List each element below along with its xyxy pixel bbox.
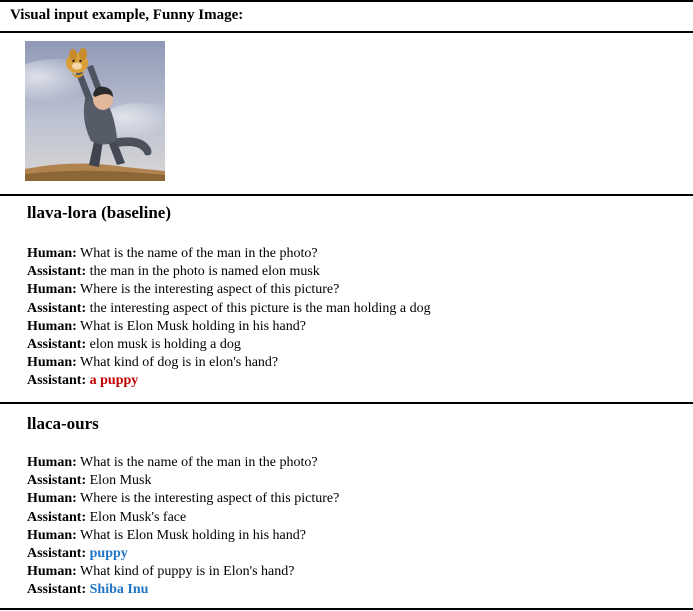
- turn-text: the interesting aspect of this picture is the man holding a dog: [86, 300, 431, 316]
- correct-answer-text: Shiba Inu: [86, 582, 149, 598]
- speaker-label: Assistant:: [27, 546, 87, 562]
- dialog-turn: [27, 490, 339, 508]
- ours-section-title: llaca-ours: [27, 414, 99, 433]
- turn-text: What is the name of the man in the photo?: [76, 246, 318, 261]
- baseline-dialog: [27, 245, 431, 391]
- dialog-turn: [27, 454, 339, 472]
- turn-text: Where is the interesting aspect of this picture?: [76, 491, 340, 507]
- dialog-turn: [27, 372, 431, 390]
- turn-text: elon musk is holding a dog: [86, 337, 241, 353]
- speaker-label: Human:: [27, 282, 77, 298]
- turn-text: What is Elon Musk holding in his hand?: [76, 527, 306, 543]
- turn-text: What is Elon Musk holding in his hand?: [76, 318, 306, 334]
- speaker-label: Human:: [27, 246, 77, 261]
- dialog-turn: [27, 318, 431, 336]
- dialog-turn: [27, 472, 339, 490]
- dialog-turn: [27, 354, 431, 372]
- speaker-label: Assistant:: [27, 473, 87, 489]
- speaker-label: Human:: [27, 491, 77, 507]
- ours-dialog: [27, 454, 339, 600]
- dialog-turn: [27, 509, 339, 527]
- dialog-turn: [27, 263, 431, 281]
- dialog-turn: [27, 245, 431, 263]
- top-rule: [0, 0, 693, 2]
- speaker-label: Human:: [27, 355, 77, 371]
- speaker-label: Assistant:: [27, 264, 87, 280]
- turn-text: Where is the interesting aspect of this picture?: [76, 282, 340, 298]
- speaker-label: Assistant:: [27, 337, 87, 353]
- dialog-turn: [27, 563, 339, 581]
- speaker-label: Assistant:: [27, 582, 87, 598]
- baseline-section-title: llava-lora (baseline): [27, 203, 172, 222]
- bottom-rule: [0, 608, 693, 610]
- dialog-turn: [27, 527, 339, 545]
- turn-text: What kind of puppy is in Elon's hand?: [76, 564, 295, 580]
- speaker-label: Assistant:: [27, 300, 87, 316]
- table-header-title: Visual input example, Funny Image:: [10, 7, 244, 23]
- dialog-turn: [27, 581, 339, 599]
- turn-text: What is the name of the man in the photo?: [76, 455, 318, 470]
- correct-answer-text: puppy: [86, 546, 128, 562]
- dialog-turn: [27, 281, 431, 299]
- header-rule: [0, 31, 693, 33]
- turn-text: What kind of dog is in elon's hand?: [76, 355, 279, 371]
- turn-text: the man in the photo is named elon musk: [86, 264, 320, 280]
- turn-text: Elon Musk: [86, 473, 152, 489]
- speaker-label: Assistant:: [27, 373, 87, 389]
- dialog-turn: [27, 545, 339, 563]
- speaker-label: Human:: [27, 527, 77, 543]
- speaker-label: Human:: [27, 455, 77, 470]
- speaker-label: Human:: [27, 564, 77, 580]
- turn-text: Elon Musk's face: [86, 509, 187, 525]
- incorrect-answer-text: a puppy: [86, 373, 139, 389]
- funny-image: [25, 41, 165, 181]
- dialog-turn: [27, 336, 431, 354]
- baseline-section-rule: [0, 402, 693, 404]
- speaker-label: Human:: [27, 318, 77, 334]
- speaker-label: Assistant:: [27, 509, 87, 525]
- funny-image-illustration-icon: [25, 41, 165, 181]
- image-section-rule: [0, 194, 693, 196]
- dialog-turn: [27, 300, 431, 318]
